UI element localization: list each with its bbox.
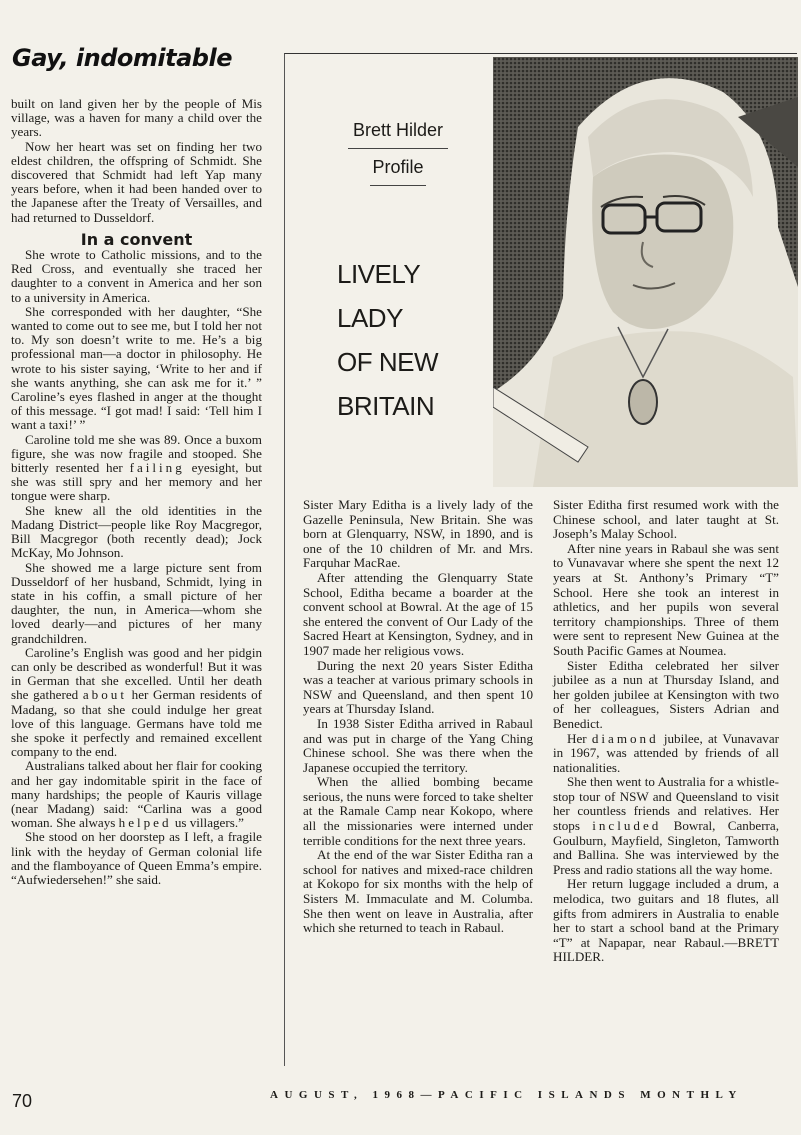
paragraph: Her return luggage included a drum, a melodica, two guitars and 18 flutes, all gifts from admirers in Australia to enable her to start a school band at the Primary “T” at Napapar, near Rabaul.—BRETT HILDER. xyxy=(553,876,779,965)
spaced-word: helped xyxy=(118,815,172,831)
paragraph: At the end of the war Sister Editha ran a school for natives and mixed-race children at Kokopo for six months with the help of Sisters M. Immaculate and M. Columba. She then went on leave in Australia, after which she returned to teach in Rabaul. xyxy=(303,847,533,936)
page-number: 70 xyxy=(12,1091,33,1111)
spaced-word: failing xyxy=(129,460,185,476)
paragraph: When the allied bombing became serious, the nuns were forced to take shelter at the Ramale Camp near Kokopo, where all the missionaries were interned under terrible conditions for the next three years. xyxy=(303,774,533,848)
publication-folio: AUGUST, 1968—PACIFIC ISLANDS MONTHLY xyxy=(270,1089,743,1101)
paragraph: During the next 20 years Sister Editha was a teacher at various primary schools in NSW and Queensland, and then spent 10 years at Thursday Island. xyxy=(303,657,533,717)
section-label: Profile xyxy=(372,157,424,177)
paragraph: She corresponded with her daughter, “She wanted to come out to see me, but I told her not to. My son doesn’t write to me. He’s a big professional man—a doctor in philosophy. He wrote to his sister saying, ‘Write to her and if she wants anything, she can ask me for it.’ ” Caroline’s eyes flashed in anger at the thought of this message. “I got mad! I said: ‘Tell him I want a taxi!’ ” xyxy=(11,303,262,433)
profile-headline xyxy=(337,252,497,428)
paragraph: Sister Editha celebrated her silver jubilee as a nun at Thursday Island, and her golden jubilee at Kensington with two of her colleagues, Sisters Adrian and Benedict. xyxy=(553,657,779,731)
paragraph: built on land given her by the people of Mis village, was a haven for many a child over the years. xyxy=(11,96,262,140)
text-run: Caroline’s English was good and her pidgin can only be described as wonderful! But it was in German that she excelled. Until her death she gathered xyxy=(11,644,262,703)
profile-column-1 xyxy=(303,498,533,936)
profile-column-2 xyxy=(553,498,779,965)
text-run: Bowral, Canberra, Goulburn, Mayfield, Singleton, Tamworth and Ballina. She was interviewed by the Press and radio stations all the way home. xyxy=(553,818,780,877)
text-run: Australians talked about her flair for cooking and her gay indomitable spirit in the face of many hardships; the people of Kauris village (near Madang) said: “Carlina was a good woman. She always xyxy=(11,758,262,831)
paragraph: She wrote to Catholic missions, and to the Red Cross, and eventually she traced her daughter to a convent in America and her son to a university in America. xyxy=(11,247,262,305)
spaced-word: included xyxy=(592,818,662,834)
paragraph: Now her heart was set on finding her two eldest children, the offspring of Schmidt. She discovered that Schmidt had left Yap many years before, when it had been handed over to the Japanese after the Treaty of Versailles, and had returned to Dusseldorf. xyxy=(11,138,262,225)
spaced-word: about xyxy=(82,687,127,703)
text-run: She then went to Australia for a whistle-stop tour of NSW and Queensland to visit her countless friends and relatives. Her stops xyxy=(553,774,779,834)
text-run: eyesight, but she was still spry and her memory and her tongue were sharp. xyxy=(11,460,263,504)
text-run: Caroline told me she was 89. Once a buxom figure, she was now fragile and stooped. She bitterly resented her xyxy=(11,431,262,476)
headline-line: OF NEW xyxy=(337,347,438,377)
paragraph xyxy=(11,433,262,504)
headline-line: LIVELY xyxy=(337,259,421,289)
paragraph: After nine years in Rabaul she was sent to Vunavavar where she spent the next 12 years at St. Anthony’s Primary “T” School. Here she took an interest in athletics, and her pupils won several territory championships. Three of them were sent to represent New Guinea at the South Pacific Games at Noumea. xyxy=(553,540,779,658)
paragraph: She knew all the old identities in the Madang District—people like Roy Macgregor, Bill Macgregor (both recently dead); Jock McKay, Mo Johnson. xyxy=(11,502,262,561)
paragraph: Sister Editha first resumed work with the Chinese school, and later taught at St. Joseph’s Malay School. xyxy=(553,497,779,542)
spaced-word: diamond xyxy=(591,730,659,746)
text-run: Her xyxy=(567,730,592,746)
paragraph: In 1938 Sister Editha arrived in Rabaul and was put in charge of the Yang Ching Chinese school. She was there when the Japanese occupied the territory. xyxy=(303,715,533,775)
text-run: jubilee, at Vunavavar in 1967, was attended by friends of all nationalities. xyxy=(553,730,779,775)
divider xyxy=(370,185,426,186)
paragraph: She showed me a large picture sent from Dusseldorf of her husband, Schmidt, lying in state in his coffin, a small picture of her daughter, the nun, in America—whom she loved dearly—and pictures of her many grandchildren. xyxy=(11,559,262,646)
left-article-column xyxy=(11,97,262,887)
text-run: us villagers.” xyxy=(171,815,244,831)
paragraph: Sister Mary Editha is a lively lady of the Gazelle Peninsula, New Britain. She was born at Glenquarry, NSW, in 1890, and is one of the 10 children of Mr. and Mrs. Farquhar MacRae. xyxy=(303,497,533,571)
paragraph xyxy=(553,775,779,877)
divider xyxy=(348,148,448,149)
text-run: her German residents of Madang, so that she could indulge her great love of this language. Germans have told me she spoke it perfectly and remained excellent company to the end. xyxy=(11,687,262,760)
headline-line: LADY xyxy=(337,303,403,333)
paragraph xyxy=(11,759,262,830)
paragraph xyxy=(553,732,779,776)
paragraph xyxy=(11,646,262,760)
paragraph: After attending the Glenquarry State School, Editha became a boarder at the convent school at Bowral. At the age of 15 she entered the convent of Our Lady of the Sacred Heart at Kensington, Sydney, and in 1907 made her religious vows. xyxy=(303,569,533,658)
subheading: In a convent xyxy=(80,229,193,249)
author-name: Brett Hilder xyxy=(352,120,444,140)
continued-story-title: Gay, indomitable xyxy=(12,44,232,72)
byline xyxy=(340,118,456,192)
nun-portrait-photo xyxy=(493,57,798,487)
page-footer xyxy=(12,1083,801,1113)
headline-line: BRITAIN xyxy=(337,391,435,421)
paragraph: She stood on her doorstep as I left, a fragile link with the heyday of German colonial life and the flamboyance of Queen Emma’s empire. “Aufwiedersehen!” she said. xyxy=(11,829,262,887)
